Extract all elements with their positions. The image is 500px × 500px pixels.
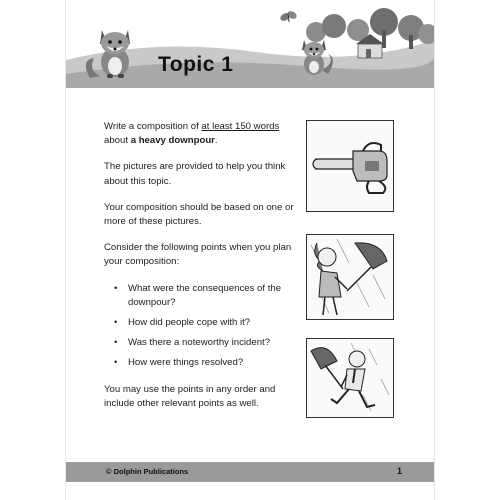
instructions-column	[104, 120, 299, 423]
header-landscape	[66, 0, 434, 88]
list-item: • What were the consequences of the downpour?	[114, 282, 282, 308]
word-count-requirement: at least 150 words	[201, 121, 280, 132]
header-banner	[66, 0, 434, 88]
picture-man-umbrella	[306, 338, 394, 418]
fox-left	[86, 30, 130, 78]
picture-chainsaw	[306, 120, 394, 212]
girl-umbrella-illustration	[307, 235, 393, 319]
publisher-credit: © Dolphin Publications	[106, 467, 189, 476]
list-item: • How did people cope with it?	[114, 317, 251, 329]
consider-paragraph: Consider the following points when you plan your composition:	[104, 242, 292, 268]
list-item: • Was there a noteworthy incident?	[114, 337, 271, 349]
chainsaw-illustration	[307, 121, 393, 211]
picture-girl-umbrella	[306, 234, 394, 320]
butterfly	[279, 9, 298, 22]
order-paragraph: You may use the points in any order and include other relevant points as well.	[104, 383, 276, 409]
points-list	[104, 282, 299, 371]
topic-phrase: a heavy downpour	[130, 135, 215, 147]
list-item: • How were things resolved?	[114, 357, 244, 369]
page-number: 1	[397, 466, 403, 476]
pictures-paragraph: The pictures are provided to help you think about this topic.	[104, 161, 286, 187]
based-on-paragraph: Your composition should be based on one or more of these pictures.	[104, 201, 294, 228]
man-umbrella-illustration	[307, 339, 393, 417]
footer-bar	[66, 462, 434, 482]
page-title: Topic 1	[158, 53, 234, 76]
intro-paragraph: Write a composition of at least 150 words about a heavy downpour.	[104, 121, 280, 147]
